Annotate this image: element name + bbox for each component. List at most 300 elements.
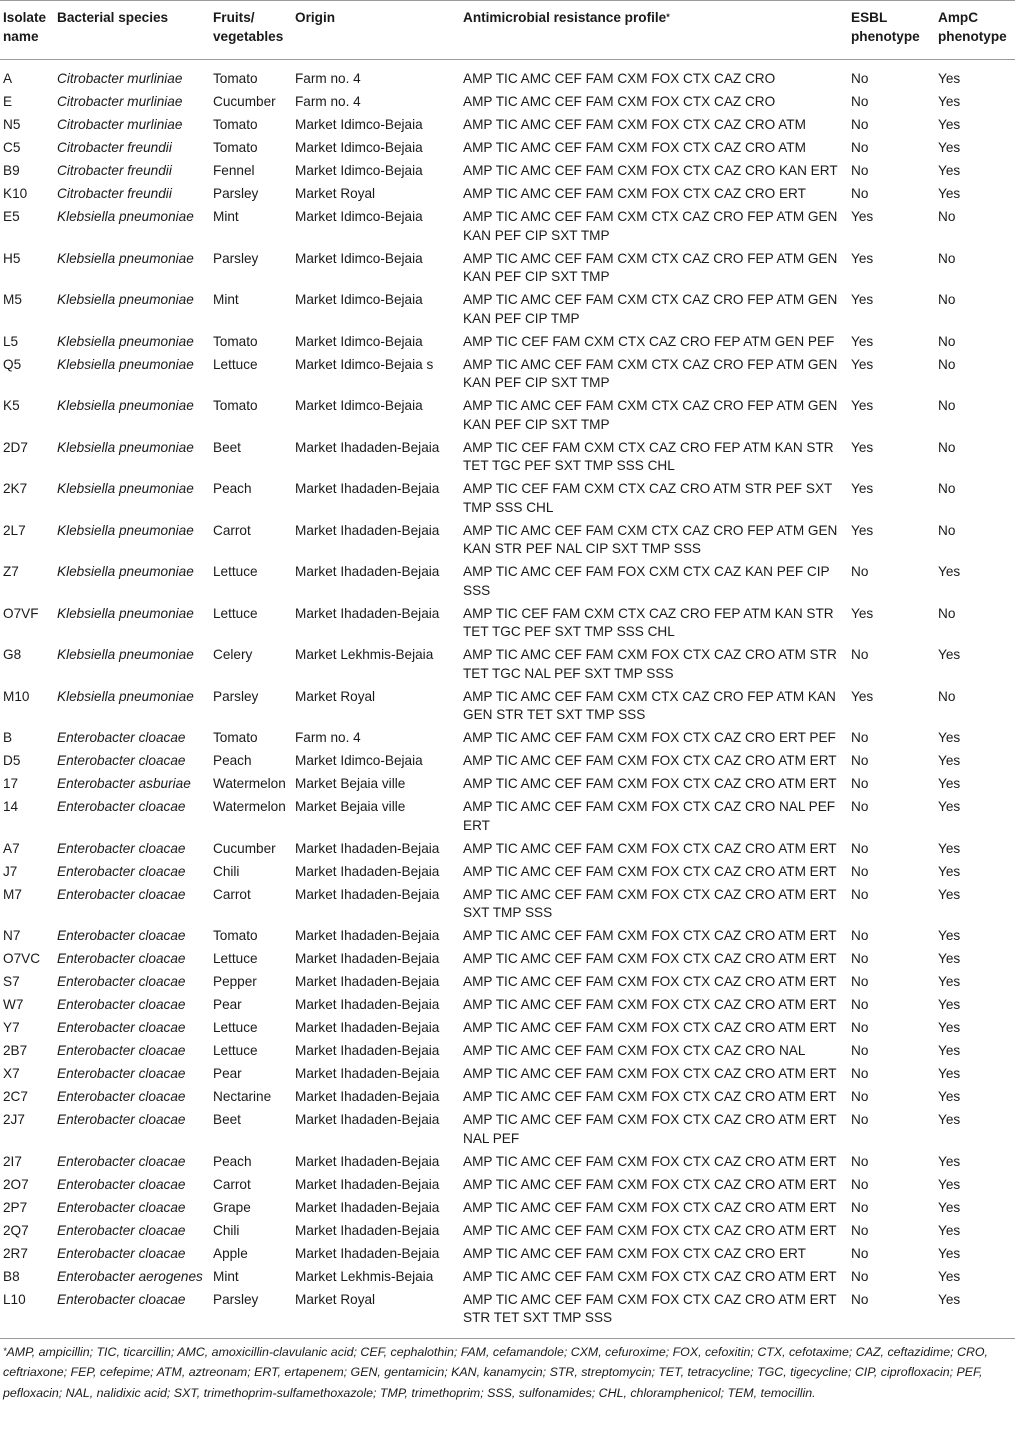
- cell-fruit-vegetable: Mint: [213, 1268, 239, 1284]
- cell-origin: Market Royal: [295, 186, 376, 201]
- cell-origin: Market Ihadaden-Bejaia: [295, 1043, 440, 1058]
- cell-ampc-phenotype: Yes: [938, 1245, 961, 1261]
- header-row: [0, 1, 1015, 60]
- cell-origin: Farm no. 4: [295, 94, 361, 109]
- cell-isolate-name: E5: [3, 209, 20, 224]
- cell-ampc-phenotype: Yes: [938, 186, 961, 201]
- table-row: [0, 882, 1015, 924]
- cell-resistance-profile: AMP TIC AMC CEF FAM CXM CTX CAZ CRO FEP ATM GEN KAN PEF CIP SXT TMP: [463, 356, 838, 390]
- cell-fruit-vegetable: Tomato: [213, 398, 258, 413]
- cell-fruit-vegetable: Lettuce: [213, 356, 258, 372]
- cell-resistance-profile: AMP TIC AMC CEF FAM CXM CTX CAZ CRO FEP ATM GEN KAN PEF CIP SXT TMP: [463, 398, 838, 432]
- table-row: [0, 1264, 1015, 1287]
- cell-bacterial-species: Klebsiella pneumoniae: [57, 481, 194, 496]
- cell-resistance-profile: AMP TIC CEF FAM CXM CTX CAZ CRO ATM STR PEF SXT TMP SSS CHL: [463, 481, 833, 515]
- cell-esbl-phenotype: No: [851, 94, 869, 109]
- cell-resistance-profile: AMP TIC AMC CEF FAM CXM FOX CTX CAZ CRO ATM ERT: [463, 1153, 837, 1169]
- cell-esbl-phenotype: No: [851, 1176, 869, 1192]
- cell-esbl-phenotype: No: [848, 1287, 935, 1339]
- table-row: [0, 748, 1015, 771]
- cell-ampc-phenotype: Yes: [938, 1112, 961, 1127]
- cell-ampc-phenotype: No: [938, 250, 956, 266]
- cell-isolate-name: A: [3, 71, 13, 86]
- cell-resistance-profile: AMP TIC AMC CEF FAM CXM FOX CTX CAZ CRO ATM ERT STR TET SXT TMP SSS: [460, 1287, 848, 1339]
- cell-isolate-name: S7: [3, 974, 20, 989]
- table-row: [0, 518, 1015, 560]
- cell-resistance-profile: AMP TIC AMC CEF FAM CXM FOX CTX CAZ CRO ATM ERT: [463, 753, 837, 768]
- cell-bacterial-species: Klebsiella pneumoniae: [57, 250, 194, 266]
- cell-ampc-phenotype: Yes: [938, 1089, 961, 1104]
- table-row: [0, 859, 1015, 882]
- cell-ampc-phenotype: No: [938, 356, 956, 372]
- cell-ampc-phenotype: No: [938, 481, 956, 496]
- cell-bacterial-species: Citrobacter freundii: [57, 140, 172, 155]
- table-row: [0, 794, 1015, 836]
- cell-origin: Market Ihadaden-Bejaia: [295, 974, 440, 989]
- cell-esbl-phenotype: Yes: [851, 522, 874, 538]
- cell-origin: Market Royal: [295, 688, 376, 704]
- cell-fruit-vegetable: Mint: [213, 209, 239, 224]
- cell-bacterial-species: Klebsiella pneumoniae: [57, 522, 194, 538]
- cell-ampc-phenotype: Yes: [935, 1287, 1015, 1339]
- cell-esbl-phenotype: No: [851, 163, 869, 178]
- cell-esbl-phenotype: No: [851, 1043, 869, 1058]
- cell-esbl-phenotype: No: [851, 997, 869, 1012]
- cell-resistance-profile: AMP TIC AMC CEF FAM CXM FOX CTX CAZ CRO ATM ERT: [463, 997, 837, 1012]
- cell-resistance-profile: AMP TIC AMC CEF FAM CXM FOX CTX CAZ CRO ATM: [463, 140, 806, 155]
- cell-origin: Market Idimco-Bejaia: [295, 333, 423, 349]
- cell-fruit-vegetable: Cucumber: [213, 94, 276, 109]
- cell-ampc-phenotype: No: [938, 522, 956, 538]
- cell-origin: Market Ihadaden-Bejaia: [295, 928, 440, 943]
- cell-origin: Market Idimco-Bejaia: [295, 209, 423, 224]
- cell-ampc-phenotype: Yes: [938, 1176, 961, 1192]
- cell-bacterial-species: Enterobacter cloacae: [57, 1245, 186, 1261]
- cell-isolate-name: B8: [3, 1268, 20, 1284]
- header-resistance-profile-label: Antimicrobial resistance profile: [463, 10, 667, 25]
- table-row: [0, 771, 1015, 794]
- cell-resistance-profile: AMP TIC AMC CEF FAM CXM FOX CTX CAZ CRO ATM ERT: [463, 928, 837, 943]
- cell-isolate-name: C5: [3, 140, 21, 155]
- cell-origin: Market Ihadaden-Bejaia: [295, 1245, 440, 1261]
- cell-bacterial-species: Enterobacter cloacae: [57, 1222, 186, 1238]
- cell-esbl-phenotype: No: [851, 863, 869, 879]
- cell-resistance-profile: AMP TIC AMC CEF FAM CXM FOX CTX CAZ CRO ATM ERT: [463, 1020, 837, 1035]
- cell-esbl-phenotype: No: [851, 1066, 869, 1081]
- cell-origin: Market Ihadaden-Bejaia: [295, 1066, 440, 1081]
- table-row: [0, 60, 1015, 90]
- table-row: [0, 246, 1015, 288]
- table-header: [0, 1, 1015, 60]
- cell-bacterial-species: Citrobacter murliniae: [57, 94, 183, 109]
- cell-resistance-profile: AMP TIC AMC CEF FAM CXM FOX CTX CAZ CRO ATM ERT: [463, 840, 837, 856]
- cell-fruit-vegetable: Tomato: [213, 333, 258, 349]
- table-row: [0, 1084, 1015, 1107]
- cell-fruit-vegetable: Peach: [213, 1153, 252, 1169]
- cell-ampc-phenotype: Yes: [938, 1199, 961, 1215]
- cell-isolate-name: O7VC: [3, 951, 41, 966]
- table-body: [0, 60, 1015, 1339]
- header-ampc-phenotype: AmpC phenotype: [935, 1, 1015, 60]
- cell-origin: Market Lekhmis-Bejaia: [295, 647, 434, 662]
- cell-isolate-name: 2P7: [3, 1199, 28, 1215]
- cell-ampc-phenotype: Yes: [938, 974, 961, 989]
- cell-esbl-phenotype: No: [851, 1245, 869, 1261]
- table-row: [0, 1241, 1015, 1264]
- table-row: [0, 946, 1015, 969]
- cell-isolate-name: L10: [0, 1287, 54, 1339]
- cell-isolate-name: X7: [3, 1066, 20, 1081]
- cell-ampc-phenotype: Yes: [938, 163, 961, 178]
- table-row: [0, 725, 1015, 748]
- cell-fruit-vegetable: Beet: [213, 439, 241, 455]
- cell-fruit-vegetable: Lettuce: [213, 605, 258, 621]
- cell-bacterial-species: Klebsiella pneumoniae: [57, 564, 194, 579]
- cell-bacterial-species: Enterobacter cloacae: [57, 928, 186, 943]
- cell-ampc-phenotype: No: [938, 398, 956, 413]
- header-isolate-name: Isolate name: [0, 1, 54, 60]
- cell-origin: Market Idimco-Bejaia: [295, 753, 423, 768]
- cell-origin: Market Ihadaden-Bejaia: [295, 1112, 440, 1127]
- cell-fruit-vegetable: Lettuce: [213, 564, 258, 579]
- table-row: [0, 204, 1015, 246]
- cell-ampc-phenotype: Yes: [938, 71, 961, 86]
- cell-origin: Market Ihadaden-Bejaia: [295, 1020, 440, 1035]
- cell-isolate-name: M10: [3, 688, 30, 704]
- cell-bacterial-species: Klebsiella pneumoniae: [57, 647, 194, 662]
- cell-origin: Market Ihadaden-Bejaia: [295, 605, 440, 621]
- cell-origin: Market Ihadaden-Bejaia: [295, 997, 440, 1012]
- cell-resistance-profile: AMP TIC AMC CEF FAM CXM FOX CTX CAZ CRO ATM ERT SXT TMP SSS: [463, 886, 837, 920]
- cell-isolate-name: Y7: [3, 1020, 20, 1035]
- cell-bacterial-species: Enterobacter cloacae: [57, 1153, 186, 1169]
- cell-origin: Market Ihadaden-Bejaia: [295, 1153, 440, 1169]
- cell-isolate-name: 2C7: [3, 1089, 28, 1104]
- cell-fruit-vegetable: Watermelon: [213, 776, 286, 791]
- cell-isolate-name: 2R7: [3, 1245, 28, 1261]
- table-footnote: [0, 1339, 1015, 1404]
- table-row: [0, 836, 1015, 859]
- cell-bacterial-species: Enterobacter cloacae: [57, 840, 186, 856]
- header-resistance-profile: [460, 1, 848, 60]
- cell-resistance-profile: AMP TIC AMC CEF FAM CXM FOX CTX CAZ CRO ATM ERT: [463, 1066, 837, 1081]
- cell-bacterial-species: Enterobacter cloacae: [57, 951, 186, 966]
- table-row: [0, 1107, 1015, 1149]
- cell-fruit-vegetable: Nectarine: [213, 1089, 272, 1104]
- cell-fruit-vegetable: Carrot: [213, 886, 251, 902]
- cell-isolate-name: W7: [3, 997, 24, 1012]
- cell-origin: Market Ihadaden-Bejaia: [295, 1199, 440, 1215]
- cell-ampc-phenotype: Yes: [938, 140, 961, 155]
- cell-bacterial-species: Klebsiella pneumoniae: [57, 356, 194, 372]
- cell-isolate-name: L5: [3, 333, 19, 349]
- cell-isolate-name: K10: [3, 186, 28, 201]
- cell-esbl-phenotype: No: [851, 799, 869, 814]
- cell-fruit-vegetable: Pear: [213, 997, 242, 1012]
- footnote-text: AMP, ampicillin; TIC, ticarcillin; AMC, amoxicillin-clavulanic acid; CEF, cephalothin; FAM, cefamandole; CXM, cefuroxime; FOX, cefoxitin; CTX, cefotaxime; CAZ, ceftazidime; CRO, ceftriaxone; FEP, cefepime; ATM, aztreonam; ERT, ertapenem; GEN, gentamicin; KAN, kanamycin; STR, streptomycin; TET, tetracycline; TGC, tigecycline; CIP, ciprofloxacin; PEF, pefloxacin; NAL, nalidixic acid; SXT, trimethoprim-sulfamethoxazole; TMP, trimethoprim; SSS, sulfonamides; CHL, chloramphenicol; TEM, temocillin.: [3, 1344, 988, 1400]
- table-row: [0, 1172, 1015, 1195]
- cell-origin: Market Ihadaden-Bejaia: [295, 1176, 440, 1192]
- cell-fruit-vegetable: Parsley: [210, 1287, 292, 1339]
- cell-resistance-profile: AMP TIC AMC CEF FAM CXM FOX CTX CAZ CRO ATM ERT: [463, 1089, 837, 1104]
- cell-bacterial-species: Citrobacter freundii: [57, 186, 172, 201]
- cell-isolate-name: 2I7: [3, 1153, 22, 1169]
- cell-ampc-phenotype: Yes: [938, 1066, 961, 1081]
- table-row: [0, 352, 1015, 394]
- cell-ampc-phenotype: Yes: [938, 753, 961, 768]
- cell-resistance-profile: AMP TIC AMC CEF FAM CXM CTX CAZ CRO FEP ATM GEN KAN STR PEF NAL CIP SXT TMP SSS: [463, 522, 838, 556]
- cell-origin: Market Idimco-Bejaia: [295, 140, 423, 155]
- cell-esbl-phenotype: Yes: [851, 439, 874, 455]
- cell-resistance-profile: AMP TIC AMC CEF FAM CXM CTX CAZ CRO FEP ATM GEN KAN PEF CIP TMP: [463, 292, 838, 326]
- cell-origin: Market Idimco-Bejaia: [295, 250, 423, 266]
- cell-isolate-name: 2L7: [3, 522, 26, 538]
- table-row: [0, 1061, 1015, 1084]
- cell-ampc-phenotype: Yes: [938, 1268, 961, 1284]
- cell-ampc-phenotype: Yes: [938, 1020, 961, 1035]
- cell-fruit-vegetable: Watermelon: [213, 799, 286, 814]
- cell-ampc-phenotype: No: [938, 292, 956, 307]
- cell-bacterial-species: Enterobacter cloacae: [57, 1176, 186, 1192]
- cell-isolate-name: H5: [3, 250, 21, 266]
- header-fruits-vegetables: Fruits/ vegetables: [210, 1, 292, 60]
- cell-fruit-vegetable: Apple: [213, 1245, 248, 1261]
- cell-bacterial-species: Citrobacter freundii: [57, 163, 172, 178]
- cell-resistance-profile: AMP TIC AMC CEF FAM CXM FOX CTX CAZ CRO ATM ERT: [463, 1268, 837, 1284]
- cell-resistance-profile: AMP TIC AMC CEF FAM CXM FOX CTX CAZ CRO ERT PEF: [463, 730, 836, 745]
- cell-isolate-name: J7: [3, 863, 18, 879]
- cell-esbl-phenotype: Yes: [851, 250, 874, 266]
- cell-resistance-profile: AMP TIC AMC CEF FAM CXM FOX CTX CAZ CRO NAL: [463, 1043, 806, 1058]
- cell-fruit-vegetable: Peach: [213, 753, 252, 768]
- cell-origin: Market Ihadaden-Bejaia: [295, 1089, 440, 1104]
- cell-esbl-phenotype: No: [851, 564, 869, 579]
- cell-bacterial-species: Enterobacter asburiae: [57, 776, 191, 791]
- cell-esbl-phenotype: No: [851, 117, 869, 132]
- cell-resistance-profile: AMP TIC AMC CEF FAM CXM FOX CTX CAZ CRO ATM ERT: [463, 1176, 837, 1192]
- table-row: [0, 684, 1015, 726]
- cell-ampc-phenotype: Yes: [938, 928, 961, 943]
- cell-bacterial-species: Enterobacter cloacae: [57, 1066, 186, 1081]
- cell-resistance-profile: AMP TIC AMC CEF FAM CXM FOX CTX CAZ CRO: [463, 94, 776, 109]
- cell-bacterial-species: Enterobacter cloacae: [57, 1089, 186, 1104]
- cell-isolate-name: 2J7: [3, 1112, 25, 1127]
- cell-ampc-phenotype: Yes: [938, 94, 961, 109]
- table-row: [0, 969, 1015, 992]
- cell-origin: Farm no. 4: [295, 730, 361, 745]
- cell-ampc-phenotype: Yes: [938, 840, 961, 856]
- cell-fruit-vegetable: Celery: [213, 647, 253, 662]
- table-row: [0, 89, 1015, 112]
- cell-fruit-vegetable: Lettuce: [213, 1020, 258, 1035]
- cell-ampc-phenotype: Yes: [938, 117, 961, 132]
- cell-bacterial-species: Klebsiella pneumoniae: [57, 292, 194, 307]
- cell-esbl-phenotype: No: [851, 974, 869, 989]
- cell-bacterial-species: Enterobacter aerogenes: [57, 1268, 203, 1284]
- cell-origin: Market Ihadaden-Bejaia: [295, 1222, 440, 1238]
- cell-fruit-vegetable: Lettuce: [213, 951, 258, 966]
- cell-fruit-vegetable: Tomato: [213, 117, 258, 132]
- cell-ampc-phenotype: Yes: [938, 863, 961, 879]
- cell-origin: Market Idimco-Bejaia: [295, 292, 423, 307]
- cell-isolate-name: 17: [3, 776, 19, 791]
- cell-fruit-vegetable: Mint: [213, 292, 239, 307]
- cell-fruit-vegetable: Grape: [213, 1199, 251, 1215]
- cell-isolate-name: Z7: [3, 564, 19, 579]
- cell-ampc-phenotype: Yes: [938, 1222, 961, 1238]
- cell-ampc-phenotype: Yes: [938, 951, 961, 966]
- cell-resistance-profile: AMP TIC AMC CEF FAM CXM FOX CTX CAZ CRO ATM ERT: [463, 1199, 837, 1215]
- cell-fruit-vegetable: Beet: [213, 1112, 241, 1127]
- cell-isolate-name: Q5: [3, 356, 22, 372]
- cell-bacterial-species: Klebsiella pneumoniae: [57, 333, 194, 349]
- cell-resistance-profile: AMP TIC AMC CEF FAM CXM FOX CTX CAZ CRO KAN ERT: [463, 163, 838, 178]
- cell-resistance-profile: AMP TIC CEF FAM CXM CTX CAZ CRO FEP ATM GEN PEF: [463, 333, 835, 349]
- cell-isolate-name: 14: [3, 799, 19, 814]
- cell-esbl-phenotype: No: [851, 753, 869, 768]
- cell-resistance-profile: AMP TIC AMC CEF FAM CXM CTX CAZ CRO FEP ATM KAN GEN STR TET SXT TMP SSS: [463, 688, 836, 722]
- cell-isolate-name: 2Q7: [3, 1222, 29, 1238]
- cell-esbl-phenotype: No: [851, 186, 869, 201]
- cell-esbl-phenotype: No: [851, 1089, 869, 1104]
- cell-isolate-name: E: [3, 94, 13, 109]
- cell-isolate-name: 2D7: [3, 439, 28, 455]
- cell-bacterial-species: Enterobacter cloacae: [57, 997, 186, 1012]
- cell-fruit-vegetable: Tomato: [213, 928, 258, 943]
- cell-fruit-vegetable: Chili: [213, 1222, 240, 1238]
- cell-resistance-profile: AMP TIC CEF FAM CXM CTX CAZ CRO FEP ATM KAN STR TET TGC PEF SXT TMP SSS CHL: [463, 605, 834, 639]
- cell-ampc-phenotype: Yes: [938, 997, 961, 1012]
- cell-ampc-phenotype: Yes: [938, 1153, 961, 1169]
- table-row: [0, 642, 1015, 684]
- cell-resistance-profile: AMP TIC CEF FAM CXM CTX CAZ CRO FEP ATM KAN STR TET TGC PEF SXT TMP SSS CHL: [463, 439, 834, 473]
- table-row: [0, 1038, 1015, 1061]
- table-row: [0, 1287, 1015, 1339]
- cell-ampc-phenotype: Yes: [938, 564, 961, 579]
- cell-resistance-profile: AMP TIC AMC CEF FAM CXM FOX CTX CAZ CRO ERT: [463, 1245, 806, 1261]
- cell-isolate-name: M7: [3, 886, 22, 902]
- cell-resistance-profile: AMP TIC AMC CEF FAM CXM FOX CTX CAZ CRO ATM STR TET TGC NAL PEF SXT TMP SSS: [463, 647, 837, 681]
- table-row: [0, 1195, 1015, 1218]
- cell-fruit-vegetable: Tomato: [213, 71, 258, 86]
- cell-ampc-phenotype: No: [938, 439, 956, 455]
- cell-esbl-phenotype: No: [851, 840, 869, 856]
- cell-isolate-name: O7VF: [3, 605, 39, 621]
- header-footnote-marker: *: [666, 12, 670, 22]
- cell-origin: Market Ihadaden-Bejaia: [295, 951, 440, 966]
- cell-resistance-profile: AMP TIC AMC CEF FAM CXM FOX CTX CAZ CRO ERT: [463, 186, 806, 201]
- cell-isolate-name: 2K7: [3, 481, 28, 496]
- cell-bacterial-species: Klebsiella pneumoniae: [57, 688, 194, 704]
- cell-esbl-phenotype: Yes: [851, 398, 874, 413]
- cell-isolate-name: B: [3, 730, 13, 745]
- cell-origin: Market Ihadaden-Bejaia: [295, 886, 440, 902]
- cell-esbl-phenotype: No: [851, 1153, 869, 1169]
- cell-resistance-profile: AMP TIC AMC CEF FAM CXM CTX CAZ CRO FEP ATM GEN KAN PEF CIP SXT TMP: [463, 250, 838, 284]
- cell-ampc-phenotype: No: [938, 605, 956, 621]
- cell-bacterial-species: Enterobacter cloacae: [57, 1112, 186, 1127]
- cell-resistance-profile: AMP TIC AMC CEF FAM CXM FOX CTX CAZ CRO NAL PEF ERT: [463, 799, 836, 833]
- cell-esbl-phenotype: Yes: [851, 356, 874, 372]
- cell-esbl-phenotype: No: [851, 928, 869, 943]
- cell-ampc-phenotype: Yes: [938, 776, 961, 791]
- cell-bacterial-species: Klebsiella pneumoniae: [57, 209, 194, 224]
- cell-resistance-profile: AMP TIC AMC CEF FAM CXM FOX CTX CAZ CRO ATM ERT: [463, 951, 837, 966]
- cell-bacterial-species: Enterobacter cloacae: [57, 799, 186, 814]
- cell-isolate-name: D5: [3, 753, 21, 768]
- cell-origin: Market Ihadaden-Bejaia: [295, 564, 440, 579]
- cell-fruit-vegetable: Tomato: [213, 140, 258, 155]
- cell-origin: Market Idimco-Bejaia: [295, 398, 423, 413]
- cell-isolate-name: M5: [3, 292, 22, 307]
- cell-fruit-vegetable: Tomato: [213, 730, 258, 745]
- cell-resistance-profile: AMP TIC AMC CEF FAM CXM FOX CTX CAZ CRO: [463, 71, 776, 86]
- cell-ampc-phenotype: Yes: [938, 799, 961, 814]
- cell-esbl-phenotype: No: [851, 71, 869, 86]
- table-row: [0, 181, 1015, 204]
- cell-esbl-phenotype: Yes: [851, 481, 874, 496]
- cell-ampc-phenotype: Yes: [938, 730, 961, 745]
- table-row: [0, 435, 1015, 477]
- cell-bacterial-species: Enterobacter cloacae: [57, 753, 186, 768]
- cell-origin: Market Royal: [292, 1287, 460, 1339]
- footnote-marker: *: [3, 1345, 7, 1356]
- cell-esbl-phenotype: Yes: [851, 605, 874, 621]
- cell-resistance-profile: AMP TIC AMC CEF FAM CXM CTX CAZ CRO FEP ATM GEN KAN PEF CIP SXT TMP: [463, 209, 838, 243]
- cell-origin: Market Idimco-Bejaia s: [295, 356, 434, 372]
- cell-resistance-profile: AMP TIC AMC CEF FAM CXM FOX CTX CAZ CRO ATM ERT NAL PEF: [463, 1112, 837, 1146]
- cell-esbl-phenotype: Yes: [851, 688, 874, 704]
- cell-bacterial-species: Enterobacter cloacae: [57, 1020, 186, 1035]
- cell-bacterial-species: Citrobacter murliniae: [57, 117, 183, 132]
- cell-isolate-name: 2O7: [3, 1176, 29, 1192]
- cell-esbl-phenotype: No: [851, 1112, 869, 1127]
- cell-origin: Market Ihadaden-Bejaia: [295, 522, 440, 538]
- cell-esbl-phenotype: No: [851, 951, 869, 966]
- cell-origin: Market Ihadaden-Bejaia: [295, 863, 440, 879]
- cell-bacterial-species: Enterobacter cloacae: [57, 730, 186, 745]
- cell-ampc-phenotype: No: [938, 333, 956, 349]
- cell-esbl-phenotype: No: [851, 1268, 869, 1284]
- table-row: [0, 601, 1015, 643]
- cell-fruit-vegetable: Parsley: [213, 250, 259, 266]
- table-row: [0, 135, 1015, 158]
- cell-fruit-vegetable: Fennel: [213, 163, 255, 178]
- cell-resistance-profile: AMP TIC AMC CEF FAM CXM FOX CTX CAZ CRO ATM ERT: [463, 974, 837, 989]
- cell-isolate-name: G8: [3, 647, 22, 662]
- cell-fruit-vegetable: Pepper: [213, 974, 257, 989]
- cell-esbl-phenotype: No: [851, 886, 869, 902]
- header-bacterial-species: Bacterial species: [54, 1, 210, 60]
- cell-origin: Market Idimco-Bejaia: [295, 117, 423, 132]
- cell-bacterial-species: Enterobacter cloacae: [54, 1287, 210, 1339]
- cell-origin: Market Lekhmis-Bejaia: [295, 1268, 434, 1284]
- cell-esbl-phenotype: Yes: [851, 292, 874, 307]
- cell-fruit-vegetable: Parsley: [213, 688, 259, 704]
- table-row: [0, 1015, 1015, 1038]
- cell-esbl-phenotype: No: [851, 1199, 869, 1215]
- cell-isolate-name: N7: [3, 928, 21, 943]
- table-row: [0, 112, 1015, 135]
- cell-resistance-profile: AMP TIC AMC CEF FAM CXM FOX CTX CAZ CRO ATM: [463, 117, 806, 132]
- table-row: [0, 923, 1015, 946]
- cell-esbl-phenotype: Yes: [851, 333, 874, 349]
- cell-isolate-name: B9: [3, 163, 20, 178]
- table-row: [0, 287, 1015, 329]
- cell-fruit-vegetable: Pear: [213, 1066, 242, 1081]
- cell-origin: Market Idimco-Bejaia: [295, 163, 423, 178]
- cell-origin: Market Ihadaden-Bejaia: [295, 840, 440, 856]
